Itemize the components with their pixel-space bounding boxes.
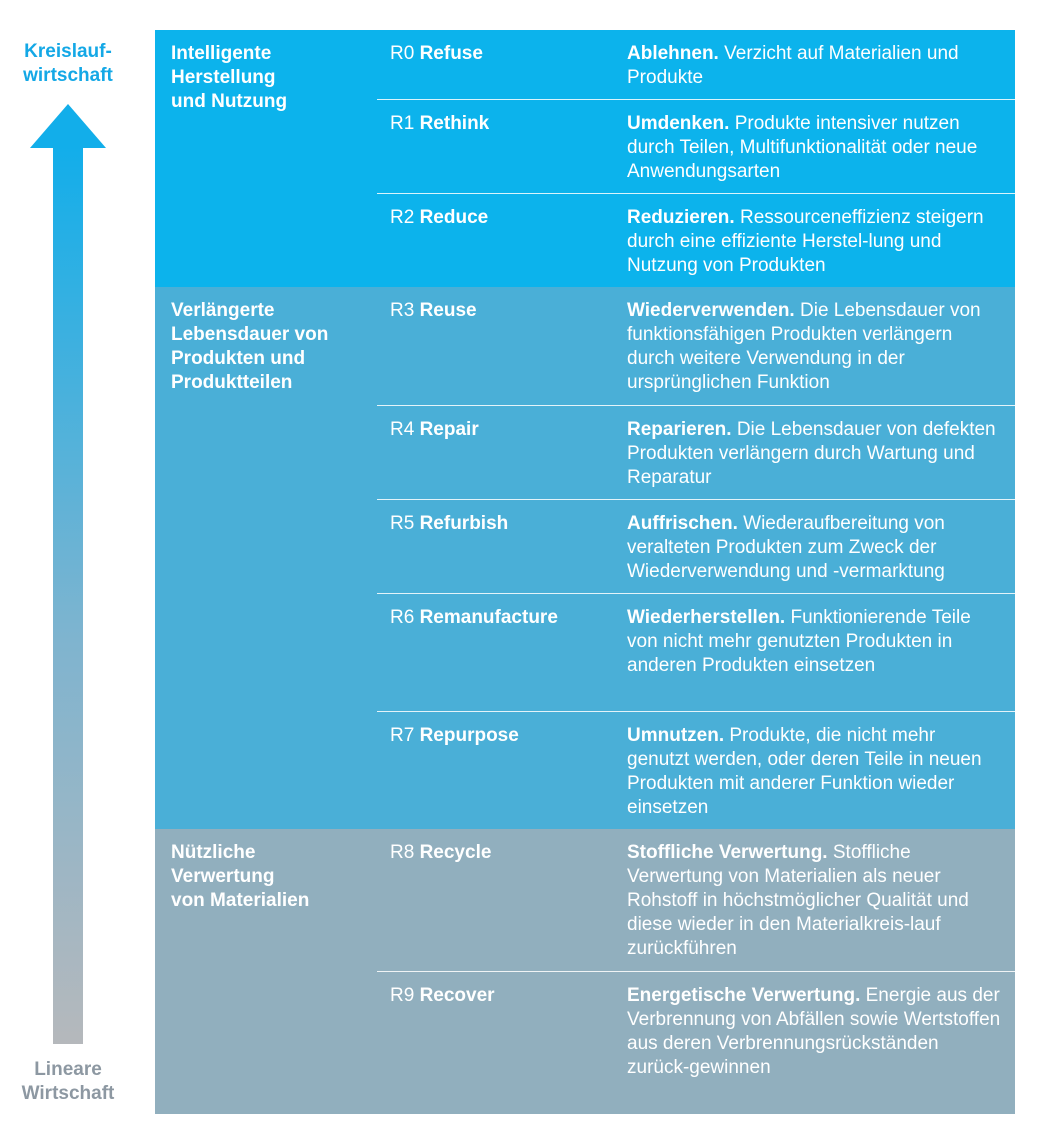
strategy-code bbox=[390, 206, 488, 230]
group-smart-production bbox=[155, 30, 1015, 287]
strategy-description bbox=[627, 287, 1015, 405]
r-name: Recover bbox=[419, 985, 495, 1006]
circular-economy-label bbox=[0, 40, 136, 88]
strategy-description bbox=[627, 712, 1015, 830]
r-number: R6 bbox=[390, 607, 415, 628]
row-r9 bbox=[377, 971, 1015, 1114]
strategy-code bbox=[390, 841, 491, 865]
description-term: Wiederherstellen. bbox=[627, 607, 786, 628]
strategy-code bbox=[390, 42, 483, 66]
description-text: Wiederaufbereitung von veralteten Produkten zum Zweck der Wiederverwendung und -vermarktung bbox=[627, 513, 945, 582]
circular-economy-text: Kreislauf- wirtschaft bbox=[23, 41, 113, 86]
r-number: R1 bbox=[390, 113, 415, 134]
row-r8 bbox=[377, 829, 1015, 971]
description-term: Reduzieren. bbox=[627, 207, 735, 228]
r-name: Remanufacture bbox=[419, 607, 558, 628]
r-number: R8 bbox=[390, 842, 415, 863]
arrow-shaft bbox=[53, 146, 83, 1044]
row-r5 bbox=[377, 499, 1015, 593]
description-term: Umdenken. bbox=[627, 113, 730, 134]
r-number: R5 bbox=[390, 513, 415, 534]
up-arrow-icon bbox=[28, 104, 108, 1046]
description-term: Umnutzen. bbox=[627, 725, 725, 746]
strategy-description bbox=[627, 829, 1015, 971]
r-number: R2 bbox=[390, 207, 415, 228]
linear-economy-label bbox=[0, 1058, 136, 1106]
description-term: Energetische Verwertung. bbox=[627, 985, 861, 1006]
group-extended-lifetime bbox=[155, 287, 1015, 829]
group-title: Intelligente Herstellung und Nutzung bbox=[171, 43, 288, 112]
row-r1 bbox=[377, 99, 1015, 193]
r-number: R9 bbox=[390, 985, 415, 1006]
strategy-description bbox=[627, 406, 1015, 500]
row-r2 bbox=[377, 193, 1015, 287]
strategy-description bbox=[627, 100, 1015, 194]
row-r4 bbox=[377, 405, 1015, 499]
group-title: Nützliche Verwertung von Materialien bbox=[171, 842, 310, 911]
r-number: R4 bbox=[390, 419, 415, 440]
description-text: Produkte, die nicht mehr genutzt werden, oder deren Teile in neuen Produkten mit anderer Funktion wieder einsetzen bbox=[627, 725, 982, 818]
description-term: Stoffliche Verwertung. bbox=[627, 842, 828, 863]
strategy-description bbox=[627, 500, 1015, 594]
description-text: Die Lebensdauer von funktionsfähigen Produkten verlängern durch weitere Verwendung in der ursprünglichen Funktion bbox=[627, 300, 981, 393]
description-text: Stoffliche Verwertung von Materialien als neuer Rohstoff in höchstmöglicher Qualität und diese wieder in den Materialkreis-lauf zurückführen bbox=[627, 842, 969, 959]
r-name: Repurpose bbox=[419, 725, 519, 746]
r-name: Reduce bbox=[419, 207, 489, 228]
description-text: Energie aus der Verbrennung von Abfällen sowie Wertstoffen aus deren Verbrennungsrückständen zurück-gewinnen bbox=[627, 985, 1001, 1078]
description-term: Reparieren. bbox=[627, 419, 732, 440]
strategy-code bbox=[390, 984, 495, 1008]
linear-economy-text: Lineare Wirtschaft bbox=[21, 1059, 115, 1104]
r-name: Repair bbox=[419, 419, 479, 440]
strategy-code bbox=[390, 112, 489, 136]
strategy-code bbox=[390, 606, 558, 630]
strategy-code bbox=[390, 299, 477, 323]
strategy-description bbox=[627, 194, 1015, 288]
r-name: Refurbish bbox=[419, 513, 509, 534]
group-material-recovery bbox=[155, 829, 1015, 1114]
description-text: Produkte intensiver nutzen durch Teilen, Multifunktionalität oder neue Anwendungsarten bbox=[627, 113, 978, 182]
r-number: R3 bbox=[390, 300, 415, 321]
row-r7 bbox=[377, 711, 1015, 829]
r-name: Refuse bbox=[419, 43, 483, 64]
description-text: Ressourceneffizienz steigern durch eine effiziente Herstel-lung und Nutzung von Produkten bbox=[627, 207, 984, 276]
strategy-code bbox=[390, 512, 508, 536]
strategy-code bbox=[390, 418, 479, 442]
row-r6 bbox=[377, 593, 1015, 711]
r-name: Recycle bbox=[419, 842, 492, 863]
r-name: Rethink bbox=[419, 113, 490, 134]
arrow-head bbox=[30, 104, 106, 148]
strategy-description bbox=[627, 30, 1015, 100]
description-term: Ablehnen. bbox=[627, 43, 719, 64]
strategy-description bbox=[627, 972, 1015, 1090]
r-strategies-table bbox=[155, 30, 1015, 1114]
group-title: Verlängerte Lebensdauer von Produkten und Produktteilen bbox=[171, 300, 329, 393]
description-text: Funktionierende Teile von nicht mehr genutzten Produkten in anderen Produkten einsetzen bbox=[627, 607, 971, 676]
description-term: Wiederverwenden. bbox=[627, 300, 795, 321]
r-name: Reuse bbox=[419, 300, 477, 321]
row-r3 bbox=[377, 287, 1015, 405]
row-r0 bbox=[377, 30, 1015, 99]
description-text: Verzicht auf Materialien und Produkte bbox=[627, 43, 959, 88]
r-number: R7 bbox=[390, 725, 415, 746]
strategy-code bbox=[390, 724, 519, 748]
description-term: Auffrischen. bbox=[627, 513, 738, 534]
strategy-description bbox=[627, 594, 1015, 688]
r-number: R0 bbox=[390, 43, 415, 64]
description-text: Die Lebensdauer von defekten Produkten verlängern durch Wartung und Reparatur bbox=[627, 419, 996, 488]
